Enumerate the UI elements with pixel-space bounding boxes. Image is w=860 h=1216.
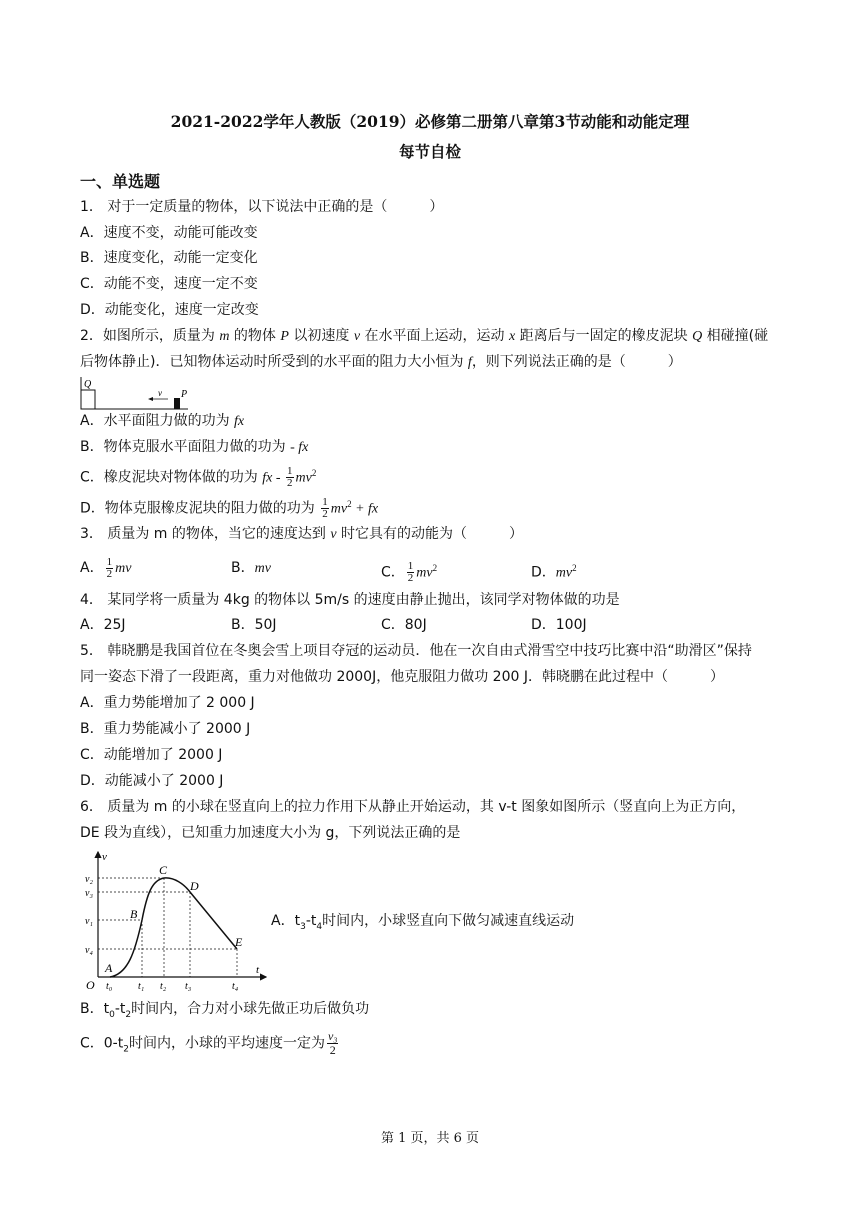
graph-tick-t1: t₁ [138, 981, 145, 992]
q2-option-c: C．橡皮泥块对物体做的功为 fx - $\frac{1}{2}$ $mv^2$ [80, 465, 317, 490]
q2-figure-label-p: P [181, 389, 188, 400]
q5-stem-line2: 同一姿态下滑了一段距离，重力对他做功 2000J，他克服阻力做功 200 J．韩晓鹏在此过程中（ ） [80, 669, 724, 685]
graph-tick-t0: t₀ [106, 981, 113, 992]
doc-title-line1: 2021-2022学年人教版（2019）必修第二册第八章第3节动能和动能定理 [170, 112, 690, 131]
graph-point-a: A [105, 961, 113, 975]
q2-figure [80, 376, 190, 410]
q5-option-b: B．重力势能减小了 2000 J [80, 721, 251, 737]
q4-stem: 4． 某同学将一质量为 4kg 的物体以 5m/s 的速度由静止抛出，该同学对物体做的功是 [80, 592, 620, 608]
q3-option-c: C． $\frac{1}{2}$ $mv^2$ [381, 560, 438, 585]
graph-tick-t3: t₃ [185, 981, 192, 992]
graph-tick-t2: t₂ [160, 981, 167, 992]
section-heading: 一、单选题 [80, 172, 161, 191]
q6-option-c: C．$0-t_2$时间内，小球的平均速度一定为 $\frac{\text{v₃}}{2}$ [80, 1029, 338, 1057]
q4-option-b: B．50J [231, 617, 277, 633]
graph-curve [110, 878, 237, 977]
q2-option-b: B．物体克服水平面阻力做的功为 - fx [80, 439, 309, 455]
graph-tick-v2: v₂ [85, 874, 93, 885]
q3-stem: 3． 质量为 m 的物体，当它的速度达到 v 时它具有的动能为（ ） [80, 526, 524, 542]
graph-point-e: E [235, 935, 243, 949]
graph-point-d: D [190, 879, 199, 893]
graph-point-b: B [130, 907, 138, 921]
q4-option-c: C．80J [381, 617, 427, 633]
q1-option-b: B．速度变化，动能一定变化 [80, 250, 258, 266]
q5-option-a: A．重力势能增加了 2 000 J [80, 695, 255, 711]
q6-stem-line2: DE 段为直线），已知重力加速度大小为 g，下列说法正确的是 [80, 825, 461, 841]
q2-figure-label-q: Q [84, 379, 92, 390]
q6-option-a: A．$t_3-t_4$时间内，小球竖直向下做匀减速直线运动 [271, 913, 575, 932]
q4-option-d: D．100J [531, 617, 587, 633]
graph-point-c: C [159, 863, 168, 877]
graph-tick-v1: v₁ [85, 916, 93, 927]
doc-title-line2: 每节自检 [398, 142, 461, 161]
graph-tick-v3: v₃ [85, 888, 93, 899]
q2-figure-label-v: v [158, 388, 162, 398]
q3-option-b: B．mv [231, 560, 271, 576]
q2-option-a: A．水平面阻力做的功为 fx [80, 413, 245, 429]
q3-option-a: A． $\frac{1}{2}$ mv [80, 555, 132, 580]
q4-option-a: A．25J [80, 617, 126, 633]
q6-option-b: B．$t_0-t_2$时间内，合力对小球先做正功后做负功 [80, 1001, 370, 1020]
q5-option-c: C．动能增加了 2000 J [80, 747, 223, 763]
q2-option-d: D．物体克服橡皮泥块的阻力做的功为 $\frac{1}{2}$ $mv^2$ + fx [80, 496, 379, 521]
q1-option-d: D．动能变化，速度一定改变 [80, 302, 259, 318]
graph-tick-t4: t₄ [232, 981, 239, 992]
page-footer: 第 1 页，共 6 页 [380, 1131, 480, 1146]
graph-label-origin: O [86, 978, 95, 992]
q2-stem-line2: 后物体静止)．已知物体运动时所受到的水平面的阻力大小恒为 f，则下列说法正确的是（ ） [80, 354, 682, 370]
q6-stem-line1: 6． 质量为 m 的小球在竖直向上的拉力作用下从静止开始运动，其 v-t 图象如图所示（竖直向上为正方向， [80, 799, 746, 815]
q5-option-d: D．动能减小了 2000 J [80, 773, 224, 789]
graph-label-t-axis: t [256, 964, 260, 976]
graph-label-v-axis: v [102, 851, 107, 863]
q2-stem-line1: 2．如图所示，质量为 m 的物体 P 以初速度 v 在水平面上运动，运动 x 距离后与一固定的橡皮泥块 Q 相碰撞(碰 [80, 328, 769, 344]
q2-block-p [174, 398, 180, 409]
q6-vt-graph [80, 848, 270, 992]
graph-tick-v4: v₄ [85, 945, 93, 956]
q3-option-d: D．$mv^2$ [531, 563, 577, 581]
q1-option-a: A．速度不变，动能可能改变 [80, 225, 258, 241]
q1-option-c: C．动能不变，速度一定不变 [80, 276, 258, 292]
q1-stem: 1． 对于一定质量的物体，以下说法中正确的是（ ） [80, 199, 444, 215]
q5-stem-line1: 5． 韩晓鹏是我国首位在冬奥会雪上项目夺冠的运动员．他在一次自由式滑雪空中技巧比赛中沿“助滑区”保持 [80, 643, 752, 659]
